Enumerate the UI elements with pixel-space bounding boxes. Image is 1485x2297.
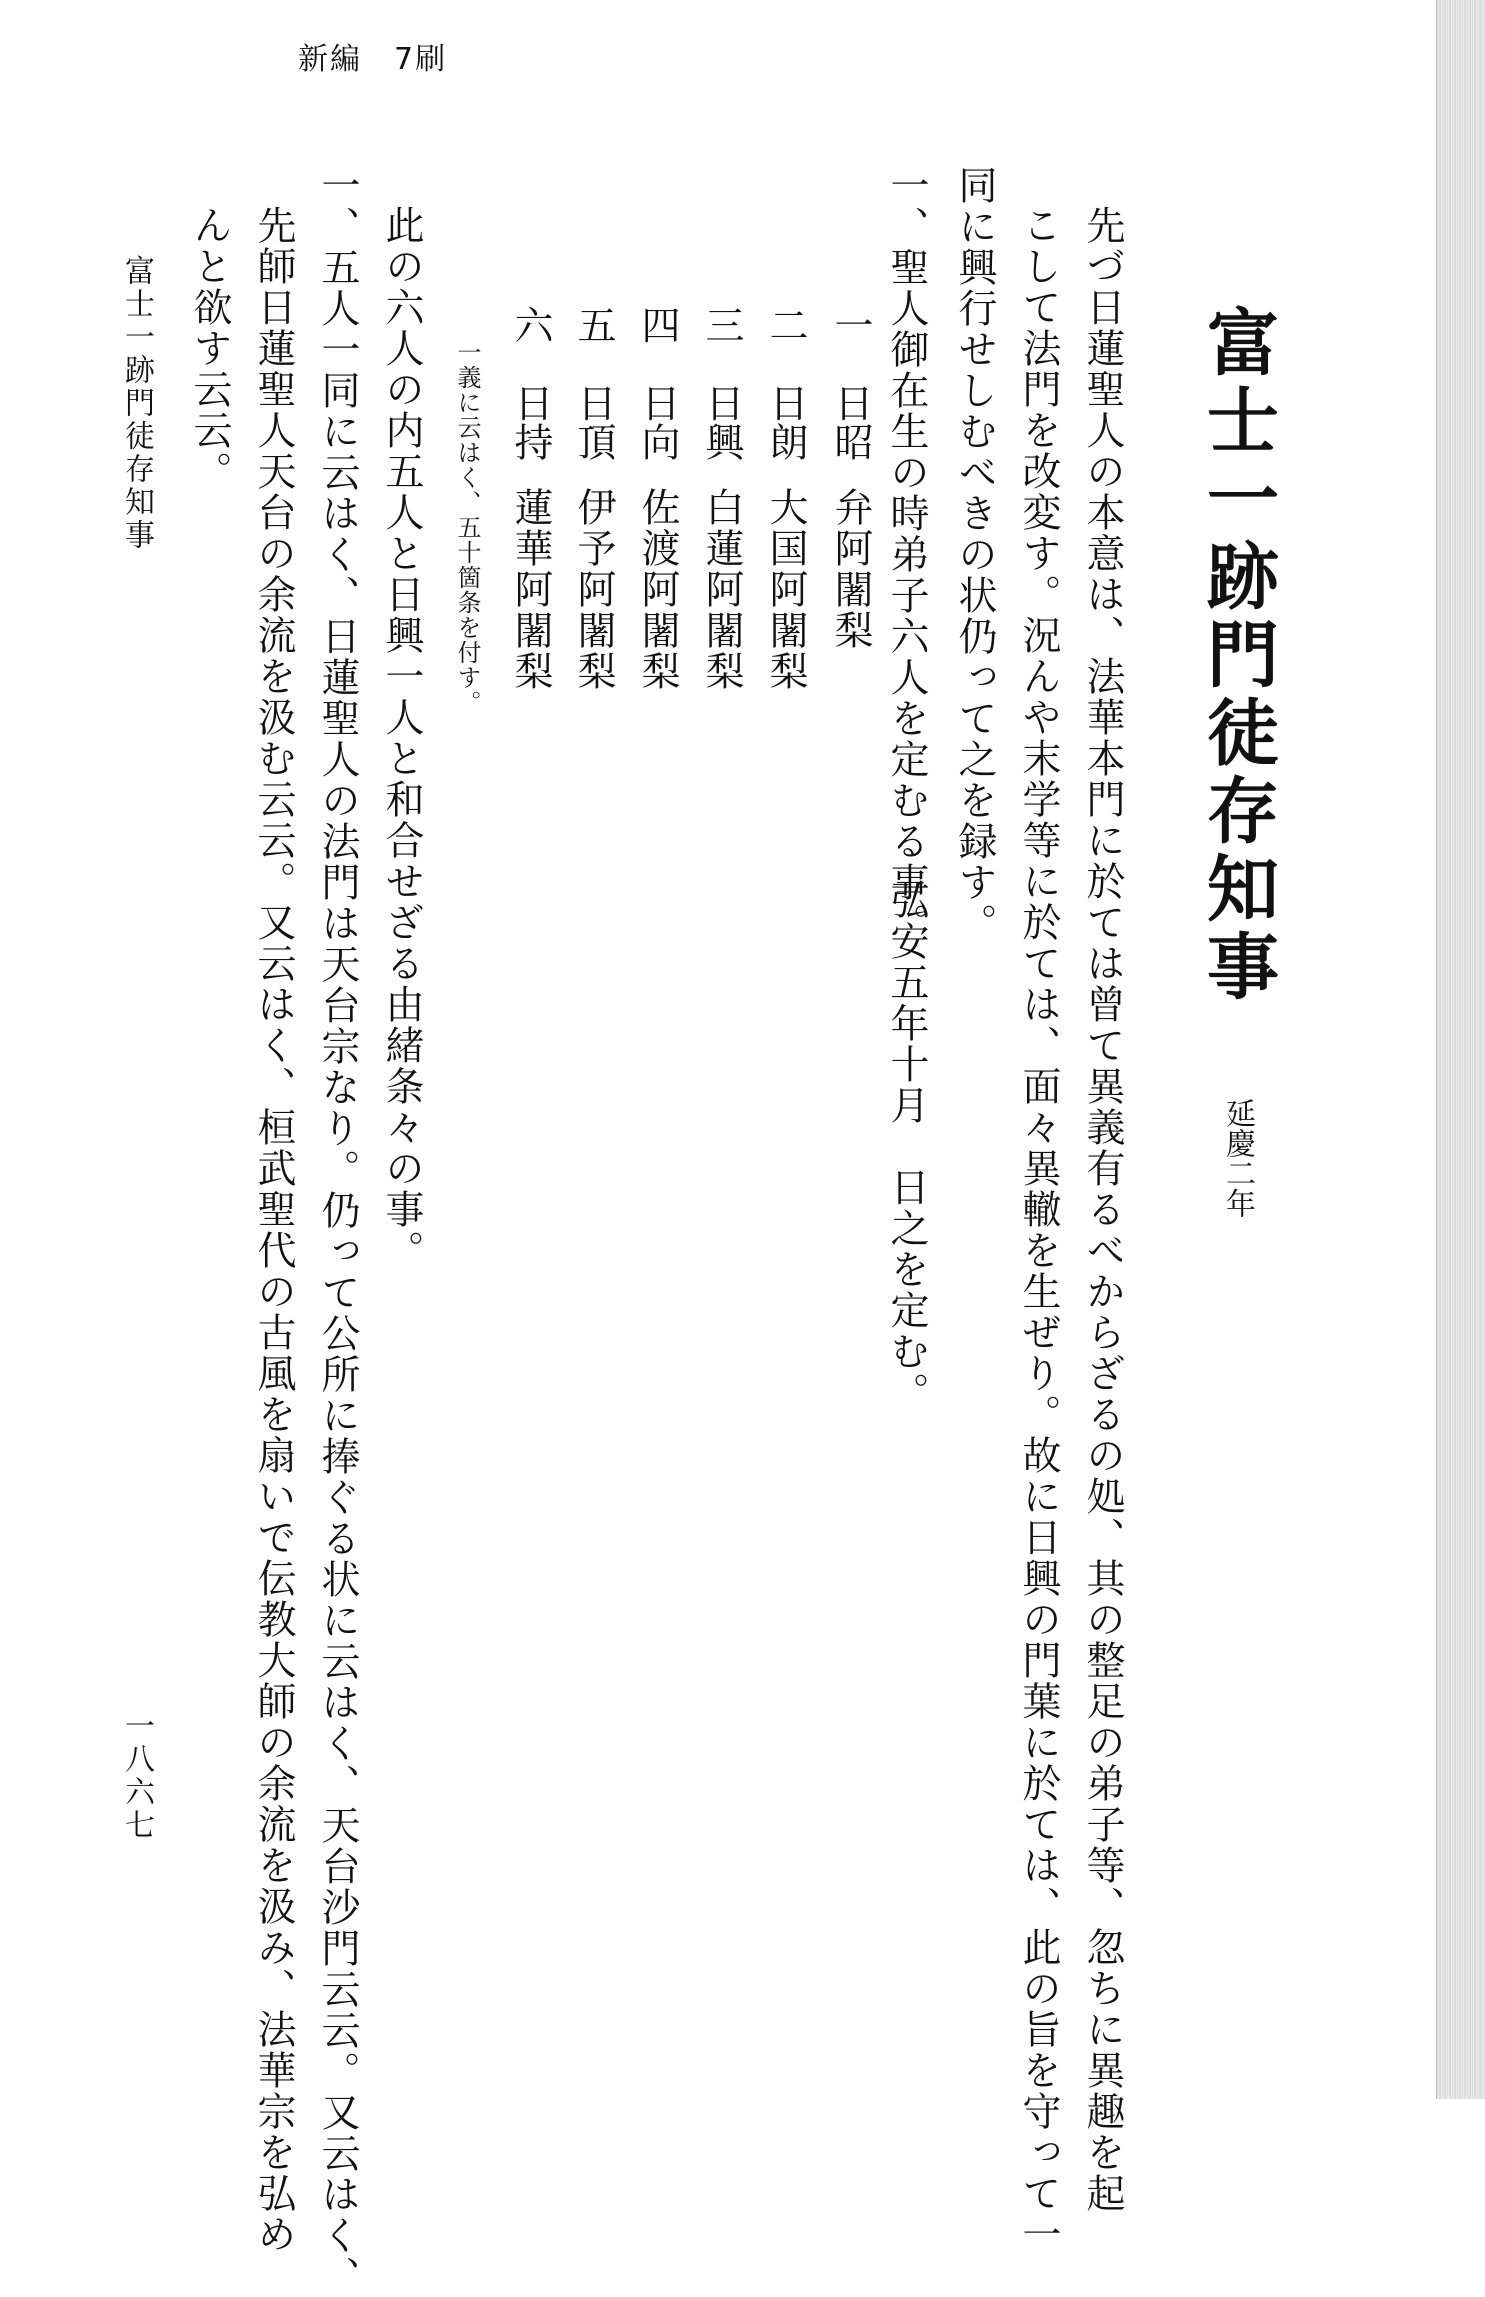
disciple-num: 二 bbox=[763, 305, 808, 344]
article2-line-2: 先師日蓮聖人天台の余流を汲む云云。又云はく、桓武聖代の古風を扇いで伝教大師の余流を汲み、法華宗を弘め bbox=[251, 205, 296, 2255]
disciple-name: 日昭 bbox=[828, 383, 873, 461]
article1-date-note: 弘安五年十月 日之を定む。 bbox=[884, 880, 929, 1413]
disciple-title: 大国阿闍梨 bbox=[763, 487, 808, 692]
disciple-num: 五 bbox=[571, 305, 616, 344]
page-edge bbox=[1436, 0, 1485, 2099]
article1-heading: 一、聖人御在生の時弟子六人を定むる事。 bbox=[884, 165, 929, 944]
disciple-num: 四 bbox=[635, 305, 680, 344]
article2-line-3: んと欲す云云。 bbox=[187, 205, 232, 492]
intro-line-3: 同に興行せしむべきの状仍って之を録す。 bbox=[952, 165, 997, 944]
disciple-title: 白蓮阿闍梨 bbox=[699, 487, 744, 692]
intro-line-2: こして法門を改変す。況んや末学等に於ては、面々異轍を生ぜり。故に日興の門葉に於ては、此の旨を守って一 bbox=[1016, 205, 1061, 2255]
disciple-name: 日持 bbox=[508, 383, 553, 461]
running-title: 富士一跡門徒存知事 bbox=[119, 255, 154, 552]
disciple-title: 蓮華阿闍梨 bbox=[508, 487, 553, 692]
disciple-num: 六 bbox=[508, 305, 553, 344]
note-small: 一義に云はく、五十箇条を付す。 bbox=[453, 340, 481, 715]
page-number: 一八六七 bbox=[119, 1710, 154, 1842]
line-after-list: 此の六人の内五人と日興一人と和合せざる由緒条々の事。 bbox=[379, 205, 424, 1271]
document-date: 延慶二年 bbox=[1220, 1098, 1255, 1218]
disciple-name: 日興 bbox=[699, 383, 744, 461]
disciple-title: 弁阿闍梨 bbox=[828, 487, 873, 651]
edition-header: 新編 7刷 bbox=[298, 42, 448, 77]
disciple-title: 伊予阿闍梨 bbox=[571, 487, 616, 692]
document-title: 富士一跡門徒存知事 bbox=[1195, 305, 1280, 1007]
intro-line-1: 先づ日蓮聖人の本意は、法華本門に於ては曾て異義有るべからざるの処、其の整足の弟子等、忽ちに異趣を起 bbox=[1080, 205, 1125, 2214]
disciple-name: 日朗 bbox=[763, 383, 808, 461]
disciple-num: 一 bbox=[828, 305, 873, 344]
disciple-title: 佐渡阿闍梨 bbox=[635, 487, 680, 692]
disciple-name: 日頂 bbox=[571, 383, 616, 461]
disciple-name: 日向 bbox=[635, 383, 680, 461]
article2-line-1: 一、五人一同に云はく、日蓮聖人の法門は天台宗なり。仍って公所に捧ぐる状に云はく、天台沙門云云。又云はく、 bbox=[315, 165, 360, 2297]
disciple-num: 三 bbox=[699, 305, 744, 344]
